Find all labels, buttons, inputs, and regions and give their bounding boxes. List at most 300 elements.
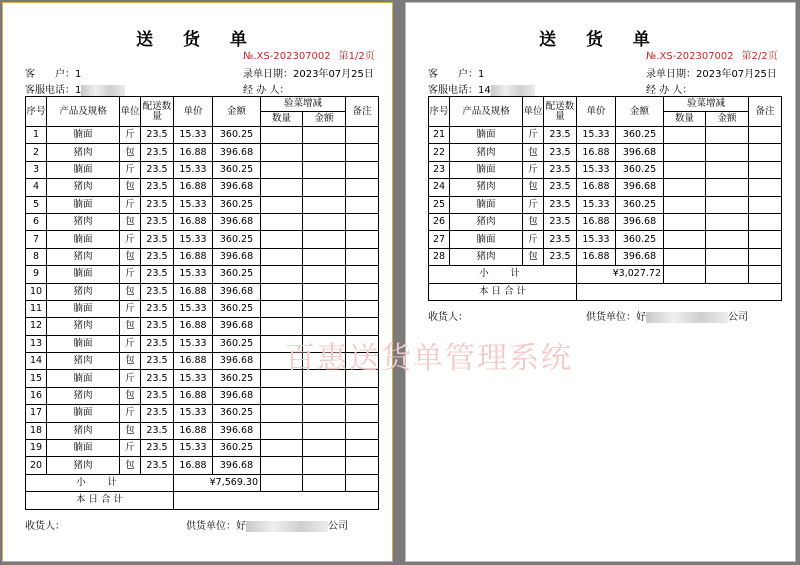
cell-unit: 包 xyxy=(523,179,544,196)
cell-qty: 23.5 xyxy=(141,335,174,352)
cell-adjust-qty xyxy=(261,248,303,265)
daily-total-value xyxy=(577,283,782,300)
table-row xyxy=(26,283,379,300)
customer-field xyxy=(428,65,484,80)
col-qty: 配送数量 xyxy=(141,97,174,127)
cell-product: 腩面 xyxy=(47,231,120,248)
cell-qty: 23.5 xyxy=(141,318,174,335)
cell-seq: 19 xyxy=(26,440,47,457)
cell-adjust-qty xyxy=(261,161,303,178)
cell-seq: 6 xyxy=(26,213,47,230)
phone-label: 客服电话： xyxy=(428,85,478,96)
cell-seq: 25 xyxy=(429,196,450,213)
subtotal-label: 小 计 xyxy=(429,266,577,283)
record-date-value: 2023年07月25日 xyxy=(293,69,374,80)
cell-note xyxy=(749,213,782,230)
cell-amount: 396.68 xyxy=(213,144,261,161)
cell-adjust-amount xyxy=(303,422,346,439)
page-title: 送 货 单 xyxy=(539,30,662,50)
cell-note xyxy=(346,440,379,457)
cell-note xyxy=(749,231,782,248)
cell-unit: 斤 xyxy=(120,161,141,178)
supplier-label: 供货单位： xyxy=(186,521,236,532)
cell-price: 15.33 xyxy=(174,370,213,387)
receiver-label: 收货人： xyxy=(25,521,65,532)
cell-unit: 斤 xyxy=(120,300,141,317)
cell-adjust-amount xyxy=(706,213,749,230)
cell-note xyxy=(346,161,379,178)
cell-unit: 包 xyxy=(120,353,141,370)
cell-qty: 23.5 xyxy=(141,405,174,422)
receiver-field xyxy=(25,517,65,532)
handler-label: 经 办 人： xyxy=(243,85,290,96)
cell-seq: 21 xyxy=(429,127,450,144)
table-row xyxy=(26,405,379,422)
cell-adjust-amount xyxy=(303,161,346,178)
cell-product: 猪肉 xyxy=(450,213,523,230)
cell xyxy=(346,474,379,491)
cell-adjust-qty xyxy=(261,196,303,213)
cell-price: 15.33 xyxy=(174,440,213,457)
cell-seq: 16 xyxy=(26,387,47,404)
col-seq: 序号 xyxy=(26,97,47,127)
cell-seq: 17 xyxy=(26,405,47,422)
cell-unit: 斤 xyxy=(120,231,141,248)
customer-label: 客 户： xyxy=(25,69,75,80)
redacted-mask xyxy=(646,312,728,323)
col-product: 产品及规格 xyxy=(47,97,120,127)
cell-adjust-amount xyxy=(706,179,749,196)
doc-no: №.XS-202307002 xyxy=(243,51,331,62)
cell-qty: 23.5 xyxy=(141,283,174,300)
cell-product: 猪肉 xyxy=(47,422,120,439)
table-row xyxy=(26,422,379,439)
cell-amount: 396.68 xyxy=(616,213,664,230)
customer-field xyxy=(25,65,81,80)
cell-price: 15.33 xyxy=(174,196,213,213)
cell-amount: 360.25 xyxy=(616,127,664,144)
supplier-suffix: 公司 xyxy=(328,521,348,532)
cell-product: 腩面 xyxy=(450,196,523,213)
cell-adjust-amount xyxy=(706,161,749,178)
cell-price: 16.88 xyxy=(577,179,616,196)
cell-qty: 23.5 xyxy=(141,179,174,196)
cell-adjust-qty xyxy=(664,127,706,144)
cell-qty: 23.5 xyxy=(544,127,577,144)
cell-note xyxy=(346,231,379,248)
supplier-field xyxy=(586,308,748,323)
cell-adjust-qty xyxy=(664,213,706,230)
table-row xyxy=(26,248,379,265)
cell-qty: 23.5 xyxy=(141,353,174,370)
cell-adjust-qty xyxy=(261,440,303,457)
cell-unit: 斤 xyxy=(120,405,141,422)
cell xyxy=(303,474,346,491)
cell-seq: 1 xyxy=(26,127,47,144)
cell-price: 15.33 xyxy=(174,266,213,283)
cell-unit: 包 xyxy=(120,248,141,265)
cell-price: 16.88 xyxy=(174,179,213,196)
cell-amount: 360.25 xyxy=(213,440,261,457)
cell-price: 16.88 xyxy=(174,422,213,439)
col-adjust: 验菜增减 xyxy=(261,97,346,112)
cell-qty: 23.5 xyxy=(141,266,174,283)
cell-unit: 包 xyxy=(120,179,141,196)
cell-product: 猪肉 xyxy=(47,213,120,230)
cell xyxy=(664,266,706,283)
cell-note xyxy=(749,161,782,178)
cell-product: 猪肉 xyxy=(47,457,120,474)
handler-field xyxy=(646,81,692,96)
cell-qty: 23.5 xyxy=(544,144,577,161)
cell-seq: 26 xyxy=(429,213,450,230)
items-table xyxy=(428,96,782,301)
cell-adjust-qty xyxy=(261,283,303,300)
cell-adjust-qty xyxy=(261,387,303,404)
col-unit: 单位 xyxy=(120,97,141,127)
cell-price: 16.88 xyxy=(174,248,213,265)
cell-note xyxy=(346,196,379,213)
document-number xyxy=(646,47,778,62)
cell-product: 猪肉 xyxy=(47,283,120,300)
cell-product: 腩面 xyxy=(450,161,523,178)
cell-adjust-amount xyxy=(303,144,346,161)
page-indicator: 第1/2页 xyxy=(338,51,375,62)
cell-price: 15.33 xyxy=(577,127,616,144)
cell-qty: 23.5 xyxy=(141,196,174,213)
cell-note xyxy=(346,457,379,474)
items-body xyxy=(429,127,782,266)
col-adjust: 验菜增减 xyxy=(664,97,749,112)
items-table xyxy=(25,96,379,510)
daily-total-value xyxy=(174,492,379,509)
cell-qty: 23.5 xyxy=(141,440,174,457)
cell-amount: 396.68 xyxy=(213,318,261,335)
cell-unit: 斤 xyxy=(120,370,141,387)
supplier-field xyxy=(186,517,348,532)
cell-note xyxy=(749,248,782,265)
cell-amount: 360.25 xyxy=(616,196,664,213)
cell-price: 16.88 xyxy=(577,248,616,265)
delivery-note-page-1 xyxy=(2,2,393,562)
table-row xyxy=(429,196,782,213)
cell-price: 16.88 xyxy=(174,353,213,370)
cell-product: 腩面 xyxy=(47,196,120,213)
cell-product: 腩面 xyxy=(47,266,120,283)
cell-price: 16.88 xyxy=(174,387,213,404)
cell-adjust-qty xyxy=(664,231,706,248)
cell-adjust-amount xyxy=(303,440,346,457)
cell-unit: 包 xyxy=(120,283,141,300)
cell-price: 16.88 xyxy=(174,213,213,230)
cell-unit: 包 xyxy=(523,248,544,265)
cell-adjust-amount xyxy=(303,283,346,300)
handler-field xyxy=(243,81,289,96)
col-adjust-amount: 金额 xyxy=(706,112,749,127)
cell-adjust-amount xyxy=(303,196,346,213)
col-price: 单价 xyxy=(577,97,616,127)
cell-note xyxy=(346,387,379,404)
cell-amount: 396.68 xyxy=(213,457,261,474)
cell-note xyxy=(749,196,782,213)
col-adjust-qty: 数量 xyxy=(261,112,303,127)
cell-adjust-qty xyxy=(664,179,706,196)
watermark-text: 百惠送货单管理系统 xyxy=(285,341,573,376)
cell-qty: 23.5 xyxy=(141,144,174,161)
cell-seq: 5 xyxy=(26,196,47,213)
cell-unit: 包 xyxy=(120,318,141,335)
supplier-prefix: 好 xyxy=(236,521,246,532)
cell-adjust-qty xyxy=(261,144,303,161)
cell-adjust-qty xyxy=(664,144,706,161)
cell xyxy=(261,474,303,491)
table-row xyxy=(26,179,379,196)
cell-adjust-qty xyxy=(261,405,303,422)
record-date-field xyxy=(243,65,374,80)
col-unit: 单位 xyxy=(523,97,544,127)
cell-seq: 28 xyxy=(429,248,450,265)
cell-seq: 14 xyxy=(26,353,47,370)
cell-qty: 23.5 xyxy=(141,231,174,248)
document-number xyxy=(243,47,375,62)
cell-amount: 396.68 xyxy=(616,144,664,161)
cell-note xyxy=(346,300,379,317)
cell-adjust-qty xyxy=(261,231,303,248)
cell-adjust-amount xyxy=(706,248,749,265)
cell-note xyxy=(749,179,782,196)
cell-note xyxy=(346,179,379,196)
cell-product: 腩面 xyxy=(450,231,523,248)
table-row xyxy=(429,127,782,144)
cell-seq: 12 xyxy=(26,318,47,335)
cell-seq: 7 xyxy=(26,231,47,248)
subtotal-value: ¥3,027.72 xyxy=(577,266,664,283)
redacted-mask xyxy=(81,85,125,96)
cell-qty: 23.5 xyxy=(544,248,577,265)
cell-amount: 396.68 xyxy=(213,283,261,300)
cell-adjust-amount xyxy=(303,179,346,196)
col-note: 备注 xyxy=(346,97,379,127)
cell-qty: 23.5 xyxy=(544,161,577,178)
cell-price: 15.33 xyxy=(174,335,213,352)
cell-adjust-amount xyxy=(706,196,749,213)
phone-field xyxy=(25,81,125,96)
table-row xyxy=(26,161,379,178)
subtotal-value: ¥7,569.30 xyxy=(174,474,261,491)
cell-unit: 包 xyxy=(523,144,544,161)
cell-price: 15.33 xyxy=(577,161,616,178)
cell-seq: 11 xyxy=(26,300,47,317)
cell-unit: 斤 xyxy=(120,196,141,213)
cell-adjust-qty xyxy=(261,422,303,439)
table-row xyxy=(26,266,379,283)
cell-note xyxy=(346,266,379,283)
cell-adjust-amount xyxy=(303,213,346,230)
phone-value: 1 xyxy=(75,85,82,96)
cell-amount: 360.25 xyxy=(213,231,261,248)
cell-note xyxy=(346,127,379,144)
table-row xyxy=(429,213,782,230)
cell-adjust-amount xyxy=(303,387,346,404)
cell-adjust-amount xyxy=(706,127,749,144)
cell-amount: 396.68 xyxy=(213,387,261,404)
customer-value: 1 xyxy=(75,69,82,80)
page-indicator: 第2/2页 xyxy=(741,51,778,62)
cell-seq: 23 xyxy=(429,161,450,178)
cell-amount: 360.25 xyxy=(213,335,261,352)
cell-adjust-qty xyxy=(261,127,303,144)
cell-product: 猪肉 xyxy=(47,144,120,161)
cell-qty: 23.5 xyxy=(141,387,174,404)
cell xyxy=(749,266,782,283)
cell-adjust-qty xyxy=(261,213,303,230)
cell-product: 腩面 xyxy=(47,300,120,317)
customer-value: 1 xyxy=(478,69,485,80)
cell-amount: 360.25 xyxy=(213,161,261,178)
cell-price: 15.33 xyxy=(174,300,213,317)
cell-amount: 360.25 xyxy=(213,370,261,387)
cell-qty: 23.5 xyxy=(141,457,174,474)
cell-unit: 斤 xyxy=(120,127,141,144)
cell-product: 猪肉 xyxy=(47,179,120,196)
cell-product: 猪肉 xyxy=(47,248,120,265)
col-product: 产品及规格 xyxy=(450,97,523,127)
cell xyxy=(706,266,749,283)
col-price: 单价 xyxy=(174,97,213,127)
cell-qty: 23.5 xyxy=(544,231,577,248)
cell-unit: 包 xyxy=(523,213,544,230)
cell-note xyxy=(346,283,379,300)
cell-qty: 23.5 xyxy=(141,370,174,387)
cell-qty: 23.5 xyxy=(544,196,577,213)
redacted-mask xyxy=(491,85,535,96)
cell-amount: 360.25 xyxy=(213,266,261,283)
cell-adjust-amount xyxy=(303,405,346,422)
supplier-suffix: 公司 xyxy=(728,312,748,323)
table-row xyxy=(429,231,782,248)
cell-qty: 23.5 xyxy=(141,422,174,439)
record-date-label: 录单日期： xyxy=(243,69,293,80)
cell-adjust-amount xyxy=(303,127,346,144)
cell-qty: 23.5 xyxy=(544,213,577,230)
cell-product: 腩面 xyxy=(47,161,120,178)
table-row xyxy=(26,144,379,161)
cell-product: 猪肉 xyxy=(450,248,523,265)
table-row xyxy=(26,300,379,317)
cell-note xyxy=(346,144,379,161)
table-row xyxy=(429,179,782,196)
cell-amount: 360.25 xyxy=(213,300,261,317)
cell-note xyxy=(346,422,379,439)
cell-unit: 斤 xyxy=(120,440,141,457)
cell-product: 腩面 xyxy=(47,335,120,352)
record-date-value: 2023年07月25日 xyxy=(696,69,777,80)
cell-product: 腩面 xyxy=(47,440,120,457)
cell-seq: 3 xyxy=(26,161,47,178)
receiver-field xyxy=(428,308,468,323)
cell-product: 腩面 xyxy=(47,370,120,387)
cell-amount: 396.68 xyxy=(213,213,261,230)
cell-seq: 15 xyxy=(26,370,47,387)
cell-qty: 23.5 xyxy=(141,248,174,265)
cell-product: 猪肉 xyxy=(47,387,120,404)
daily-total-label: 本 日 合 计 xyxy=(26,492,174,509)
cell-qty: 23.5 xyxy=(544,179,577,196)
cell-adjust-qty xyxy=(261,179,303,196)
cell-adjust-amount xyxy=(303,457,346,474)
cell-adjust-amount xyxy=(706,231,749,248)
cell-price: 16.88 xyxy=(174,283,213,300)
cell-seq: 20 xyxy=(26,457,47,474)
cell-seq: 13 xyxy=(26,335,47,352)
cell-amount: 396.68 xyxy=(213,353,261,370)
cell-seq: 9 xyxy=(26,266,47,283)
subtotal-label: 小 计 xyxy=(26,474,174,491)
cell-adjust-qty xyxy=(664,161,706,178)
cell-seq: 8 xyxy=(26,248,47,265)
cell-qty: 23.5 xyxy=(141,213,174,230)
cell-price: 15.33 xyxy=(577,231,616,248)
cell-amount: 396.68 xyxy=(616,179,664,196)
cell-unit: 包 xyxy=(120,422,141,439)
doc-no: №.XS-202307002 xyxy=(646,51,734,62)
cell-qty: 23.5 xyxy=(141,300,174,317)
cell-price: 15.33 xyxy=(174,127,213,144)
cell-amount: 360.25 xyxy=(213,127,261,144)
cell-unit: 斤 xyxy=(523,161,544,178)
col-qty: 配送数量 xyxy=(544,97,577,127)
supplier-prefix: 好 xyxy=(636,312,646,323)
supplier-label: 供货单位： xyxy=(586,312,636,323)
col-amount: 金额 xyxy=(616,97,664,127)
cell-product: 腩面 xyxy=(47,405,120,422)
cell-price: 15.33 xyxy=(174,231,213,248)
col-note: 备注 xyxy=(749,97,782,127)
col-seq: 序号 xyxy=(429,97,450,127)
cell-adjust-amount xyxy=(303,248,346,265)
cell-adjust-amount xyxy=(303,231,346,248)
handler-label: 经 办 人： xyxy=(646,85,693,96)
cell-amount: 360.25 xyxy=(616,161,664,178)
items-body xyxy=(26,127,379,475)
cell-amount: 360.25 xyxy=(213,196,261,213)
table-row xyxy=(26,440,379,457)
table-row xyxy=(26,457,379,474)
cell-unit: 斤 xyxy=(523,196,544,213)
table-row xyxy=(429,161,782,178)
cell-price: 15.33 xyxy=(174,161,213,178)
cell-seq: 10 xyxy=(26,283,47,300)
cell-amount: 396.68 xyxy=(616,248,664,265)
cell-unit: 斤 xyxy=(523,231,544,248)
cell-product: 猪肉 xyxy=(450,144,523,161)
cell-unit: 包 xyxy=(120,457,141,474)
cell-note xyxy=(346,213,379,230)
table-row xyxy=(429,144,782,161)
cell-product: 腩面 xyxy=(47,127,120,144)
cell-product: 猪肉 xyxy=(450,179,523,196)
cell-adjust-qty xyxy=(664,196,706,213)
cell-unit: 包 xyxy=(120,387,141,404)
phone-value: 14 xyxy=(478,85,491,96)
daily-total-label: 本 日 合 计 xyxy=(429,283,577,300)
receiver-label: 收货人： xyxy=(428,312,468,323)
cell-seq: 22 xyxy=(429,144,450,161)
cell-amount: 360.25 xyxy=(213,405,261,422)
record-date-label: 录单日期： xyxy=(646,69,696,80)
cell-qty: 23.5 xyxy=(141,127,174,144)
col-adjust-amount: 金额 xyxy=(303,112,346,127)
